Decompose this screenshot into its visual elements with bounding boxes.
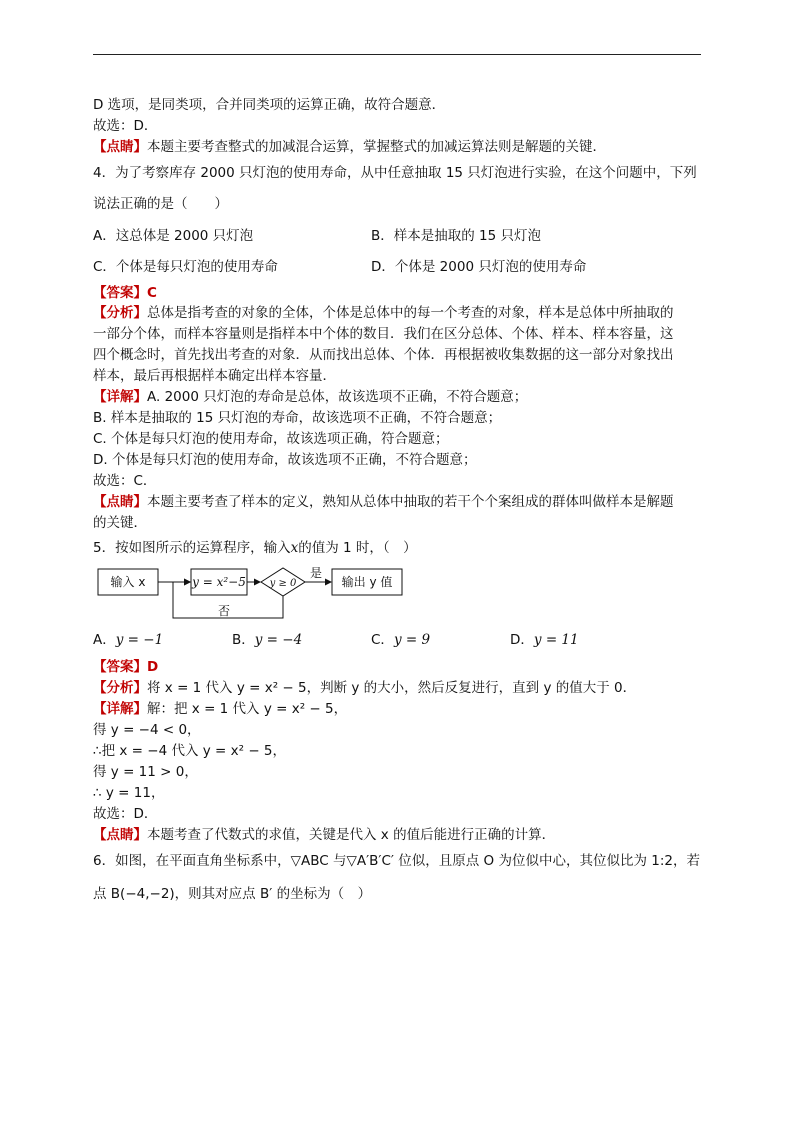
q3-choice: 故选：D． bbox=[93, 118, 158, 134]
flow-condition-label: y ≥ 0 bbox=[269, 578, 297, 589]
q5-option-b bbox=[232, 630, 302, 650]
q4-option-d: D．个体是 2000 只灯泡的使用寿命 bbox=[371, 259, 587, 275]
q5-stem bbox=[93, 538, 417, 558]
q5-option-d-label: D． bbox=[510, 632, 534, 648]
q4-option-b: B．样本是抽取的 15 只灯泡 bbox=[371, 228, 542, 244]
q4-answer-value: C bbox=[147, 285, 157, 301]
q5-stem-var: x bbox=[290, 540, 299, 556]
q4-option-c: C．个体是每只灯泡的使用寿命 bbox=[93, 259, 278, 275]
q4-choice: 故选：C． bbox=[93, 473, 157, 489]
q4-analysis-text1: 总体是指考查的对象的全体，个体是总体中的每一个考查的对象，样本是总体中所抽取的 bbox=[147, 305, 674, 321]
q5-option-c-value: y = 9 bbox=[393, 632, 431, 648]
q4-stem-line1: 4．为了考察库存 2000 只灯泡的使用寿命，从中任意抽取 15 只灯泡进行实验，在这个问题中，下列 bbox=[93, 165, 697, 181]
q4-comment-text1: 本题主要考查了样本的定义，熟知从总体中抽取的若干个个案组成的群体叫做样本是解题 bbox=[147, 494, 674, 510]
q6-stem-line2: 点 B(−4,−2)，则其对应点 B′ 的坐标为（ ） bbox=[93, 886, 372, 902]
detail-tag: 【详解】 bbox=[93, 701, 147, 717]
q5-stem-pre: 5．按如图所示的运算程序，输入 bbox=[93, 540, 291, 556]
q5-comment-text: 本题考查了代数式的求值，关键是代入 x 的值后能进行正确的计算． bbox=[147, 827, 556, 843]
q5-option-a-value: y = −1 bbox=[115, 632, 164, 648]
q5-flowchart bbox=[96, 565, 416, 623]
flow-yes-label: 是 bbox=[310, 566, 323, 580]
q4-analysis-line1 bbox=[93, 303, 674, 323]
q5-option-c bbox=[371, 630, 430, 650]
q5-option-a bbox=[93, 630, 163, 650]
q4-stem-line2: 说法正确的是（ ） bbox=[93, 196, 228, 212]
q3-comment-text: 本题主要考查整式的加减混合运算，掌握整式的加减运算法则是解题的关键． bbox=[147, 139, 606, 155]
flow-no-label: 否 bbox=[217, 604, 231, 618]
q5-comment bbox=[93, 825, 555, 845]
q5-detail-3: ∴把 x = −4 代入 y = x² − 5， bbox=[93, 743, 287, 759]
analysis-tag: 【分析】 bbox=[93, 680, 147, 696]
q5-answer bbox=[93, 657, 158, 677]
q4-detail-c: C. 个体是每只灯泡的使用寿命，故该选项正确，符合题意； bbox=[93, 431, 449, 447]
comment-tag: 【点睛】 bbox=[93, 139, 147, 155]
q5-option-b-label: B． bbox=[232, 632, 255, 648]
detail-tag: 【详解】 bbox=[93, 389, 147, 405]
q5-detail-5: ∴ y = 11， bbox=[93, 785, 165, 801]
q5-detail-2: 得 y = −4 < 0， bbox=[93, 722, 201, 738]
q5-answer-value: D bbox=[147, 659, 159, 675]
q4-analysis-line2: 一部分个体，而样本容量则是指样本中个体的数目．我们在区分总体、个体、样本、样本容量，这 bbox=[93, 326, 674, 342]
q4-analysis-line4: 样本，最后再根据样本确定出样本容量． bbox=[93, 368, 336, 384]
analysis-tag: 【分析】 bbox=[93, 305, 147, 321]
q4-detail-d: D. 个体是每只灯泡的使用寿命，故该选项不正确，不符合题意； bbox=[93, 452, 477, 468]
q6-stem-line1: 6．如图，在平面直角坐标系中，▽ABC 与▽A′B′C′ 位似，且原点 O 为位似中心，其位似比为 1:2，若 bbox=[93, 853, 700, 869]
q3-comment bbox=[93, 137, 606, 157]
q5-option-d-value: y = 11 bbox=[533, 632, 579, 648]
comment-tag: 【点睛】 bbox=[93, 827, 147, 843]
q4-analysis-line3: 四个概念时，首先找出考查的对象．从而找出总体、个体．再根据被收集数据的这一部分对象找出 bbox=[93, 347, 674, 363]
flow-formula-label: y = x²−5 bbox=[192, 575, 246, 589]
q5-choice: 故选：D． bbox=[93, 806, 158, 822]
q5-option-d bbox=[510, 630, 579, 650]
flow-output-label: 输出 y 值 bbox=[341, 575, 393, 589]
q4-detail-a bbox=[93, 387, 527, 407]
q5-detail-1 bbox=[93, 699, 347, 719]
q5-detail-1-text: 解：把 x = 1 代入 y = x² − 5， bbox=[147, 701, 348, 717]
header-rule bbox=[93, 54, 701, 55]
answer-tag: 【答案】 bbox=[93, 285, 147, 301]
flow-input-label: 输入 x bbox=[110, 575, 146, 589]
q5-detail-4: 得 y = 11 > 0， bbox=[93, 764, 198, 780]
q4-comment-line1 bbox=[93, 492, 674, 512]
q5-option-b-value: y = −4 bbox=[254, 632, 303, 648]
q4-detail-a-text: A. 2000 只灯泡的寿命是总体，故该选项不正确，不符合题意； bbox=[147, 389, 528, 405]
q5-option-c-label: C． bbox=[371, 632, 394, 648]
q5-analysis bbox=[93, 678, 636, 698]
q5-option-a-label: A． bbox=[93, 632, 116, 648]
q5-stem-post: 的值为 1 时，（ ） bbox=[298, 540, 417, 556]
comment-tag: 【点睛】 bbox=[93, 494, 147, 510]
q5-analysis-text: 将 x = 1 代入 y = x² − 5，判断 y 的大小，然后反复进行，直到 y 的值大于 0． bbox=[147, 680, 637, 696]
q4-option-a: A．这总体是 2000 只灯泡 bbox=[93, 228, 254, 244]
q4-detail-b: B. 样本是抽取的 15 只灯泡的寿命，故该选项不正确，不符合题意； bbox=[93, 410, 502, 426]
answer-tag: 【答案】 bbox=[93, 659, 147, 675]
q4-comment-line2: 的关键． bbox=[93, 515, 147, 531]
q4-answer bbox=[93, 283, 157, 303]
q3-option-d-explanation: D 选项，是同类项，合并同类项的运算正确，故符合题意． bbox=[93, 97, 446, 113]
